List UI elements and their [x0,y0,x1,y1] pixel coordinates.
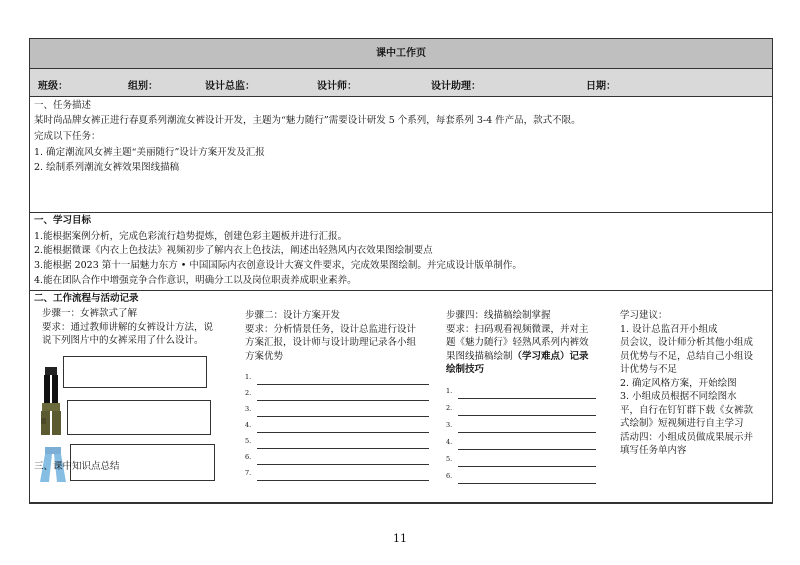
advice-line: 活动四：小组成员做成果展示并 [620,431,754,443]
step4-desc-line: 果图线描稿绘制 [446,350,513,362]
learning-difficulty-note: （学习难点）记录 [512,350,589,362]
record-line[interactable]: 1. [245,373,429,385]
advice-line: 式绘制》短视频进行自主学习 [620,418,744,429]
record-line[interactable]: 7. [245,469,429,481]
advice-line: 平，自行在钉钉群下载《女裤款 [620,404,754,416]
step4-title: 步骤四：线描稿绘制掌握 [446,310,551,321]
group-label: 组别： [128,81,158,92]
task-section [30,97,772,213]
step4-desc-line: 要求：扫码观看视频微课，并对主 [446,323,589,335]
record-line[interactable]: 2. [245,389,429,401]
task-item: 1. 确定潮流风女裤主题“美丽随行”设计方案开发及汇报 [34,147,265,158]
step1-desc-line: 说下列图片中的女裤采用了什么设计。 [42,335,204,346]
info-bar [30,69,772,97]
record-line[interactable]: 2. [446,404,596,416]
goals-section [30,213,772,291]
step4-block [446,309,626,377]
advice-line: 填写任务单内容 [620,445,687,456]
step2-block [245,309,440,363]
step1-desc-line: 要求：通过教师讲解的女裤设计方法，说 [42,321,214,333]
step4-desc-end: 绘制技巧 [446,364,485,375]
summary-heading: 三、课中知识点总结 [34,461,120,472]
advice-line: 计优势与不足 [620,364,678,375]
task-heading: 一、任务描述 [34,100,92,111]
answer-box[interactable] [63,356,207,388]
advice-line: 1. 设计总监召开小组成 [620,323,718,335]
advice-line: 2. 确定风格方案，开始绘图 [620,377,737,389]
step2-desc-line: 方案汇报，设计师与设计助理记录各小组 [245,337,417,348]
task-description: 某时尚品牌女裤正进行春夏系列潮流女裤设计开发，主题为“魅力随行”需要设计研发 5 个系列，每套系列 3-4 件产品，款式不限。 [34,115,581,126]
page-title: 课中工作页 [30,39,772,69]
page-number: 11 [393,532,407,545]
process-heading: 二、工作流程与活动记录 [34,293,139,304]
record-line[interactable]: 4. [245,421,429,433]
learning-advice [620,309,770,458]
class-label: 班级： [38,81,68,92]
advice-title: 学习建议： [620,310,668,321]
designer-label: 设计师： [317,81,357,92]
record-line[interactable]: 6. [245,453,429,465]
advice-line: 员优势与不足，总结自己小组设 [620,350,754,362]
goal-item: 3.能根据 2023 第十一届魅力东方 • 中国国际内衣创意设计大赛文件要求，完成效果图绘制。并完成设计版单制作。 [34,260,522,271]
advice-line: 3. 小组成员根据不同绘图水 [620,391,737,402]
process-section [30,291,772,503]
task-intro: 完成以下任务： [34,131,101,142]
director-label: 设计总监： [205,81,255,92]
record-line[interactable]: 1. [446,387,596,399]
record-line[interactable]: 5. [446,455,596,467]
answer-box[interactable] [67,400,211,435]
goals-heading: 一、学习目标 [34,215,92,226]
step2-title: 步骤二：设计方案开发 [245,310,341,321]
task-item: 2. 绘制系列潮流女裤效果图线描稿 [34,162,180,173]
step4-desc-line: 题《魅力随行》轻熟风系列内裤效 [446,337,589,348]
record-line[interactable]: 5. [245,437,429,449]
worksheet [29,38,773,504]
assistant-label: 设计助理： [431,81,481,92]
record-line[interactable]: 3. [245,405,429,417]
step2-desc-line: 要求：分析情景任务，设计总监进行设计 [245,323,417,335]
step1-block [42,307,252,348]
goal-item: 4.能在团队合作中增强竞争合作意识，明确分工以及岗位职责养成职业素养。 [34,275,357,286]
record-line[interactable]: 4. [446,438,596,450]
record-line[interactable]: 3. [446,421,596,433]
record-line[interactable]: 6. [446,472,596,484]
step1-title: 步骤一：女裤款式了解 [42,308,138,319]
goal-item: 1.能根据案例分析，完成色彩流行趋势提炼，创建色彩主题板并进行汇报。 [34,231,348,242]
step2-desc-line: 方案优势 [245,350,284,362]
date-label: 日期： [586,81,616,92]
goal-item: 2.能根据微课《内衣上色技法》视频初步了解内衣上色技法，阐述出轻熟风内衣效果图绘制要点 [34,245,433,256]
khaki-pants-photo [39,402,63,438]
advice-line: 员会议，设计师分析其他小组成 [620,337,754,348]
